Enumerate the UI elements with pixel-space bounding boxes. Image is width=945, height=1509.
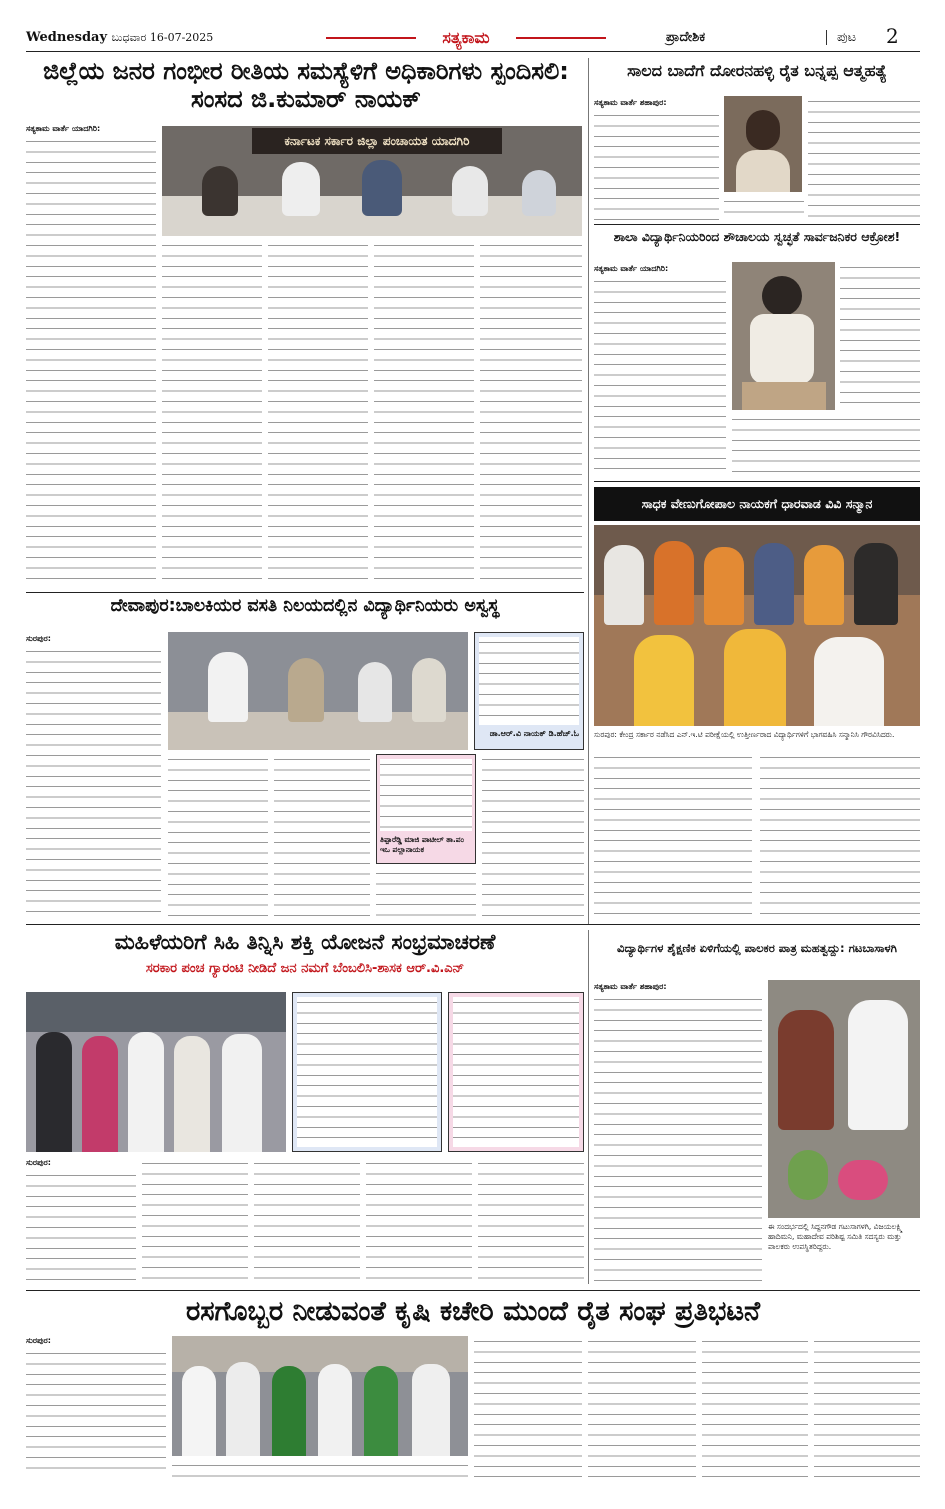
story4-photo bbox=[594, 525, 920, 726]
story6-column-5 bbox=[478, 1158, 584, 1284]
story4-caption: ಸುರಪುರ: ಕೇಂದ್ರ ಸರ್ಕಾರ ನಡೆಸಿದ ಎನ್.ಇ.ಟಿ ಪರೀಕ್ಷೆಯಲ್ಲಿ ಉತ್ತೀರ್ಣರಾದ ವಿದ್ಯಾರ್ಥಿಗಳಿಗೆ ಭಾಗವಹಿಸಿ ಸನ್ಮಾನಿಸಿ ಗೌರವಿಸಿದರು. bbox=[594, 730, 895, 739]
divider bbox=[26, 924, 920, 925]
story3-column-2 bbox=[840, 262, 920, 410]
story3-column-3 bbox=[732, 414, 920, 476]
flowers bbox=[838, 1160, 888, 1200]
story1-column-1 bbox=[26, 136, 156, 588]
person-figure bbox=[522, 170, 556, 216]
story1-headline: ಜಿಲ್ಲೆಯ ಜನರ ಗಂಭೀರ ರೀತಿಯ ಸಮಸ್ಯೆಳಿಗೆ ಅಧಿಕಾರಿಗಳು ಸ್ಪಂದಿಸಲಿ: ಸಂಸದ ಜಿ.ಕುಮಾರ್ ನಾಯಕ್ bbox=[43, 57, 569, 113]
story7-headline: ವಿದ್ಯಾರ್ಥಿಗಳ ಶೈಕ್ಷಣಿಕ ಏಳಿಗೆಯಲ್ಲಿ ಪಾಲಕರ ಪಾತ್ರ ಮಹತ್ವದ್ದು: ಗಟಬಾಸಾಳಗಿ bbox=[617, 941, 897, 955]
story5-quote-box bbox=[376, 754, 476, 864]
person-figure bbox=[182, 1366, 216, 1456]
story1-photo-banner: ಕರ್ನಾಟಕ ಸರ್ಕಾರ ಜಿಲ್ಲಾ ಪಂಚಾಯತ ಯಾದಗಿರಿ bbox=[252, 128, 502, 154]
quote-text bbox=[380, 759, 472, 831]
person-figure bbox=[36, 1032, 72, 1152]
story6-photo bbox=[26, 992, 286, 1152]
story5-column-2 bbox=[168, 754, 268, 918]
portrait-hair bbox=[746, 110, 780, 150]
bus-backdrop bbox=[26, 992, 286, 1032]
story7-byline: ಸತ್ಯಕಾಮ ವಾರ್ತೆ ಶಹಾಪುರ: bbox=[594, 982, 667, 991]
person-figure bbox=[288, 658, 324, 722]
story8-column-2 bbox=[172, 1460, 468, 1478]
story8-photo bbox=[172, 1336, 468, 1456]
story6-column-3 bbox=[254, 1158, 360, 1284]
person-figure bbox=[318, 1364, 352, 1456]
sidebar-text bbox=[479, 637, 579, 725]
story1-byline: ಸತ್ಯಕಾಮ ವಾರ್ತೆ ಯಾದಗಿರಿ: bbox=[26, 124, 101, 133]
date-kn: ಬುಧವಾರ 16-07-2025 bbox=[111, 31, 214, 44]
column-divider bbox=[588, 930, 589, 1284]
story6-box-1 bbox=[292, 992, 442, 1152]
story8-column-1 bbox=[26, 1348, 166, 1478]
story6-byline: ಸುರಪುರ: bbox=[26, 1158, 51, 1167]
person-figure bbox=[412, 658, 446, 722]
person-figure bbox=[778, 1010, 834, 1130]
student-uniform bbox=[750, 314, 814, 384]
divider bbox=[26, 1290, 920, 1291]
story2-byline: ಸತ್ಯಕಾಮ ವಾರ್ತೆ ಶಹಾಪುರ: bbox=[594, 98, 667, 107]
story8-column-6 bbox=[814, 1336, 920, 1478]
story6-subheadline: ಸರಕಾರ ಪಂಚ ಗ್ಯಾರಂಟಿ ನೀಡಿದೆ ಜನ ನಮಗೆ ಬೆಂಬಲಿಸಿ-ಶಾಸಕ ಆರ್.ವಿ.ಎನ್ bbox=[145, 961, 465, 976]
story5-column-5 bbox=[376, 868, 476, 918]
story1-photo bbox=[162, 126, 582, 236]
story6-column-4 bbox=[366, 1158, 472, 1284]
sidebar-signature: ಡಾ.ಆರ್.ವಿ ನಾಯಕ್ ಡಿ.ಹೆಚ್.ಓ bbox=[489, 729, 579, 738]
weekday bbox=[26, 30, 213, 45]
person-figure bbox=[222, 1034, 262, 1152]
story6-headline: ಮಹಿಳೆಯರಿಗೆ ಸಿಹಿ ತಿನ್ನಿಸಿ ಶಕ್ತಿ ಯೋಜನೆ ಸಂಭ್ರಮಾಚರಣೆ bbox=[114, 930, 496, 954]
story8-headline: ರಸಗೊಬ್ಬರ ನೀಡುವಂತೆ ಕೃಷಿ ಕಚೇರಿ ಮುಂದೆ ರೈತ ಸಂಘ ಪ್ರತಿಭಟನೆ bbox=[185, 1296, 761, 1327]
story5-byline: ಸುರಪುರ: bbox=[26, 634, 51, 643]
story2-headline: ಸಾಲದ ಬಾದೆಗೆ ದೋರನಹಳ್ಳಿ ರೈತ ಬನ್ನಪ್ಪ ಆತ್ಮಹತ್ಯೆ bbox=[627, 61, 887, 80]
story3-byline: ಸತ್ಯಕಾಮ ವಾರ್ತೆ ಯಾದಗಿರಿ: bbox=[594, 264, 669, 273]
story5-column-3 bbox=[274, 754, 370, 918]
weekday-en: Wednesday bbox=[26, 30, 108, 45]
portrait-shirt bbox=[736, 150, 790, 192]
story5-headline: ದೇವಾಪುರ:ಬಾಲಕಿಯರ ವಸತಿ ನಿಲಯದಲ್ಲಿನ ವಿದ್ಯಾರ್ಥಿನಿಯರು ಅಸ್ವಸ್ಥ bbox=[110, 596, 500, 616]
person-figure bbox=[848, 1000, 908, 1130]
story7-column-1 bbox=[594, 994, 762, 1284]
divider bbox=[594, 481, 920, 482]
page-label: ಪುಟ bbox=[826, 30, 856, 45]
person-figure bbox=[282, 162, 320, 216]
floor bbox=[742, 382, 826, 410]
story5-photo bbox=[168, 632, 468, 750]
story7-caption: ಈ ಸಂದರ್ಭದಲ್ಲಿ ಸಿದ್ದನಗೌಡ ಗಟುಸಾಗಳಗಿ, ವಿಜಯಲಕ್ಷ್ಮಿ ಹಾದಿಮನಿ, ಮಹಾದೇವ ಪರಿಶಿಷ್ಟ ಸಮಿತಿ ಸದಸ್ಯರು ಮತ್ತು ಪಾಲಕರು ಉಪಸ್ಥಿತರಿದ್ದರು. bbox=[768, 1222, 903, 1251]
person-figure bbox=[272, 1366, 306, 1456]
page-header bbox=[26, 24, 920, 52]
masthead bbox=[326, 28, 606, 50]
masthead-title: ಸತ್ಯಕಾಮ bbox=[442, 28, 490, 47]
person-figure bbox=[412, 1364, 450, 1456]
person-figure bbox=[174, 1036, 210, 1152]
box-text bbox=[297, 997, 437, 1147]
story1-column-5 bbox=[480, 240, 582, 588]
story8-column-5 bbox=[702, 1336, 808, 1478]
person-figure bbox=[704, 547, 744, 625]
person-figure bbox=[654, 541, 694, 625]
person-figure bbox=[452, 166, 488, 216]
story8-column-4 bbox=[588, 1336, 696, 1478]
page-number: 2 bbox=[886, 24, 899, 48]
plant bbox=[788, 1150, 828, 1200]
story5-column-4 bbox=[482, 754, 584, 918]
quote-signature: ತಿಪ್ಪಾರೆಡ್ಡಿ ಮಾಜಿ ಪಾಟೀಲ್ ತಾ.ಪಂ ಇಒ ಪಲ್ಲಾನಾಯಕ bbox=[380, 835, 464, 854]
story2-column-2 bbox=[808, 96, 920, 220]
person-figure bbox=[604, 545, 644, 625]
column-divider bbox=[588, 58, 589, 924]
story4-column-1 bbox=[594, 752, 752, 918]
story4-headline: ಸಾಧಕ ವೇಣುಗೋಪಾಲ ನಾಯಕಗೆ ಧಾರವಾಡ ವಿವಿ ಸನ್ಮಾನ bbox=[594, 487, 920, 521]
person-figure bbox=[804, 545, 844, 625]
divider bbox=[26, 592, 584, 593]
story2-column-3 bbox=[724, 196, 804, 220]
story6-box-2 bbox=[448, 992, 584, 1152]
student-head bbox=[762, 276, 802, 316]
person-figure bbox=[724, 629, 786, 726]
story6-column-2 bbox=[142, 1158, 248, 1284]
box-text bbox=[453, 997, 579, 1147]
story8-byline: ಸುರಪುರ: bbox=[26, 1336, 51, 1345]
story2-portrait bbox=[724, 96, 802, 192]
story1-column-3 bbox=[268, 240, 368, 588]
person-figure bbox=[128, 1032, 164, 1152]
person-figure bbox=[82, 1036, 118, 1152]
story2-column-1 bbox=[594, 110, 719, 220]
person-figure bbox=[854, 543, 898, 625]
story3-column-1 bbox=[594, 276, 726, 476]
story1-column-2 bbox=[162, 240, 262, 588]
story8-column-3 bbox=[474, 1336, 582, 1478]
person-figure bbox=[202, 166, 238, 216]
story5-column-1 bbox=[26, 646, 161, 918]
person-figure bbox=[634, 635, 694, 726]
story5-sidebar-box bbox=[474, 632, 584, 750]
person-figure bbox=[226, 1362, 260, 1456]
story1-column-4 bbox=[374, 240, 474, 588]
story7-photo bbox=[768, 980, 920, 1218]
section-name: ಪ್ರಾದೇಶಿಕ bbox=[666, 30, 706, 45]
story3-photo bbox=[732, 262, 835, 410]
person-figure bbox=[754, 543, 794, 625]
person-figure bbox=[362, 160, 402, 216]
masthead-rule-right bbox=[516, 37, 606, 39]
person-figure bbox=[208, 652, 248, 722]
story6-column-1 bbox=[26, 1170, 136, 1284]
divider bbox=[594, 224, 920, 225]
person-figure bbox=[814, 637, 884, 726]
story3-headline: ಶಾಲಾ ವಿದ್ಯಾರ್ಥಿನಿಯರಿಂದ ಶೌಚಾಲಯ ಸ್ವಚ್ಛತೆ ಸಾರ್ವಜನಿಕರ ಆಕ್ರೋಶ! bbox=[613, 229, 901, 244]
person-figure bbox=[364, 1366, 398, 1456]
person-figure bbox=[358, 662, 392, 722]
story4-column-2 bbox=[760, 752, 920, 918]
